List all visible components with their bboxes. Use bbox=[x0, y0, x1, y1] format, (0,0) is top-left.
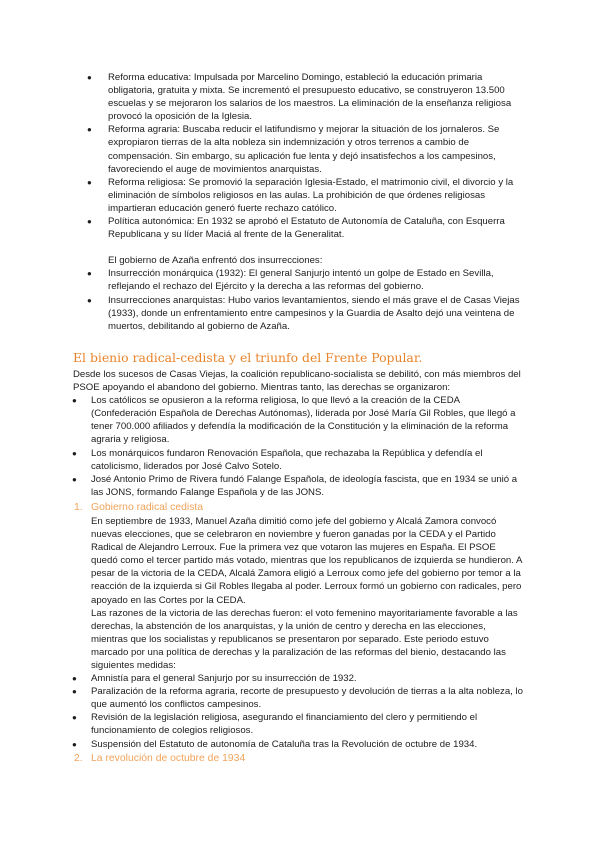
insurrections-intro: El gobierno de Azaña enfrentó dos insurrecciones: bbox=[108, 255, 323, 267]
bullet-icon: ● bbox=[72, 674, 77, 684]
bullet-icon: ● bbox=[87, 73, 92, 82]
bullet-icon: ● bbox=[72, 474, 77, 484]
section-intro: Desde los sucesos de Casas Viejas, la coalición republicano-socialista se debilitó, con más miembros del PSOE apoyando el abandono del gobierno. Mientras tanto, las derechas se organizaron: bbox=[73, 369, 521, 394]
list-item: ● Paralización de la reforma agraria, recorte de presupuesto y devolución de tierras a la alta nobleza, lo que aumentó los conflictos campesinos. bbox=[72, 686, 523, 711]
subsection-heading: 2. La revolución de octubre de 1934 bbox=[74, 752, 246, 764]
list-item: ● Política autonómica: En 1932 se aprobó el Estatuto de Autonomía de Cataluña, con Esquerra Republicana y su líder Maciá al frente de la Generalitat. bbox=[87, 216, 505, 241]
list-item: ● Los monárquicos fundaron Renovación Española, que rechazaba la República y defendía el catolicismo, liderados por José Calvo Sotelo. bbox=[72, 447, 483, 472]
list-item: ● Suspensión del Estatuto de autonomía de Cataluña tras la Revolución de octubre de 1934. bbox=[72, 738, 478, 750]
list-item: ● Revisión de la legislación religiosa, asegurando el financiamiento del clero y permitiendo el funcionamiento de colegios religiosos. bbox=[72, 712, 478, 737]
list-item: ● Amnistía para el general Sanjurjo por su insurrección de 1932. bbox=[72, 673, 357, 685]
list-item: ● Reforma educativa: Impulsada por Marcelino Domingo, estableció la educación primaria obligatoria, gratuita y mixta. Se incrementó el presupuesto educativo, se construyeron 13.500 escuelas y se mejoraron los salarios de los maestros. La eliminación de la enseñanza religiosa provocó la oposición de la Iglesia. bbox=[87, 72, 512, 123]
bullet-icon: ● bbox=[72, 396, 77, 406]
paragraph: En septiembre de 1933, Manuel Azaña dimitió como jefe del gobierno y Alcalá Zamora convocó nuevas elecciones, que se celebraron en noviembre y fueron ganadas por la CEDA y el Partido Radical de Alejandro Lerroux. Fue la primera vez que votaron las mujeres en España. El PSOE quedó como el tercer partido más votado, mientras que los republicanos de izquierda se hundieron. A pesar de la victoria de la CEDA, Alcalá Zamora eligió a Lerroux como jefe del gobierno por temor a la reacción de la izquierda si Gil Robles llegaba al poder. Lerroux formó un gobierno con radicales, pero apoyado en las Cortes por la CEDA. bbox=[91, 515, 522, 606]
list-item: ● Insurrecciones anarquistas: Hubo varios levantamientos, siendo el más grave el de Casas Viejas (1933), donde un enfrentamiento entre campesinos y la Guardia de Asalto dejó una veintena de muertos, debilitando al gobierno de Azaña. bbox=[87, 294, 520, 332]
bullet-icon: ● bbox=[87, 177, 92, 187]
paragraph: Las razones de la victoria de las derechas fueron: el voto femenino mayoritariamente favorable a las derechas, la abstención de los anarquistas, y la unión de centro y derecha en las elecciones, mientras que los socialistas y republicanos se presentaron por separado. Este periodo estuvo marcado por una política de derechas y la paralización de las reformas del bienio, destacando las siguientes medidas: bbox=[91, 607, 518, 671]
bullet-icon: ● bbox=[87, 269, 92, 279]
list-item: ● Reforma agraria: Buscaba reducir el latifundismo y mejorar la situación de los jornaleros. Se expropiaron tierras de la alta nobleza sin indemnización y otros terrenos a cambio de compensación. Sin embargo, su aplicación fue lenta y dejó insatisfechos a los campesinos, favoreciendo el auge de movimientos anarquistas. bbox=[87, 124, 500, 175]
list-item: ● Los católicos se opusieron a la reforma religiosa, lo que llevó a la creación de la CEDA (Confederación Española de Derechas Autónomas), liderada por José María Gil Robles, que llegó a tener 700.000 afiliados y defendía la modificación de la Constitución y la eliminación de la reforma agraria y religiosa. bbox=[72, 395, 516, 446]
bullet-icon: ● bbox=[87, 217, 92, 227]
bullet-icon: ● bbox=[72, 713, 77, 723]
list-item: ● Insurrección monárquica (1932): El general Sanjurjo intentó un golpe de Estado en Sevilla, reflejando el rechazo del Ejército y la derecha a las reformas del gobierno. bbox=[87, 268, 494, 293]
section-title: El bienio radical-cedista y el triunfo del Frente Popular. bbox=[73, 350, 423, 365]
section-body bbox=[0, 368, 600, 766]
subsection-heading: 1. Gobierno radical cedista bbox=[74, 501, 204, 513]
bullet-icon: ● bbox=[72, 687, 77, 697]
section-heading-block bbox=[0, 350, 600, 366]
bullet-icon: ● bbox=[72, 448, 77, 458]
bullet-icon: ● bbox=[87, 125, 92, 135]
bullet-icon: ● bbox=[87, 295, 92, 305]
list-item: ● José Antonio Primo de Rivera fundó Falange Española, de ideología fascista, que en 1934 se unió a las JONS, formando Falange Española y de las JONS. bbox=[72, 473, 518, 498]
reforms-block bbox=[0, 71, 600, 333]
bullet-icon: ● bbox=[72, 739, 77, 749]
list-item: ● Reforma religiosa: Se promovió la separación Iglesia-Estado, el matrimonio civil, el divorcio y la eliminación de símbolos religiosos en las aulas. La prohibición de que órdenes religiosas impartieran educación generó fuerte rechazo católico. bbox=[87, 176, 514, 214]
